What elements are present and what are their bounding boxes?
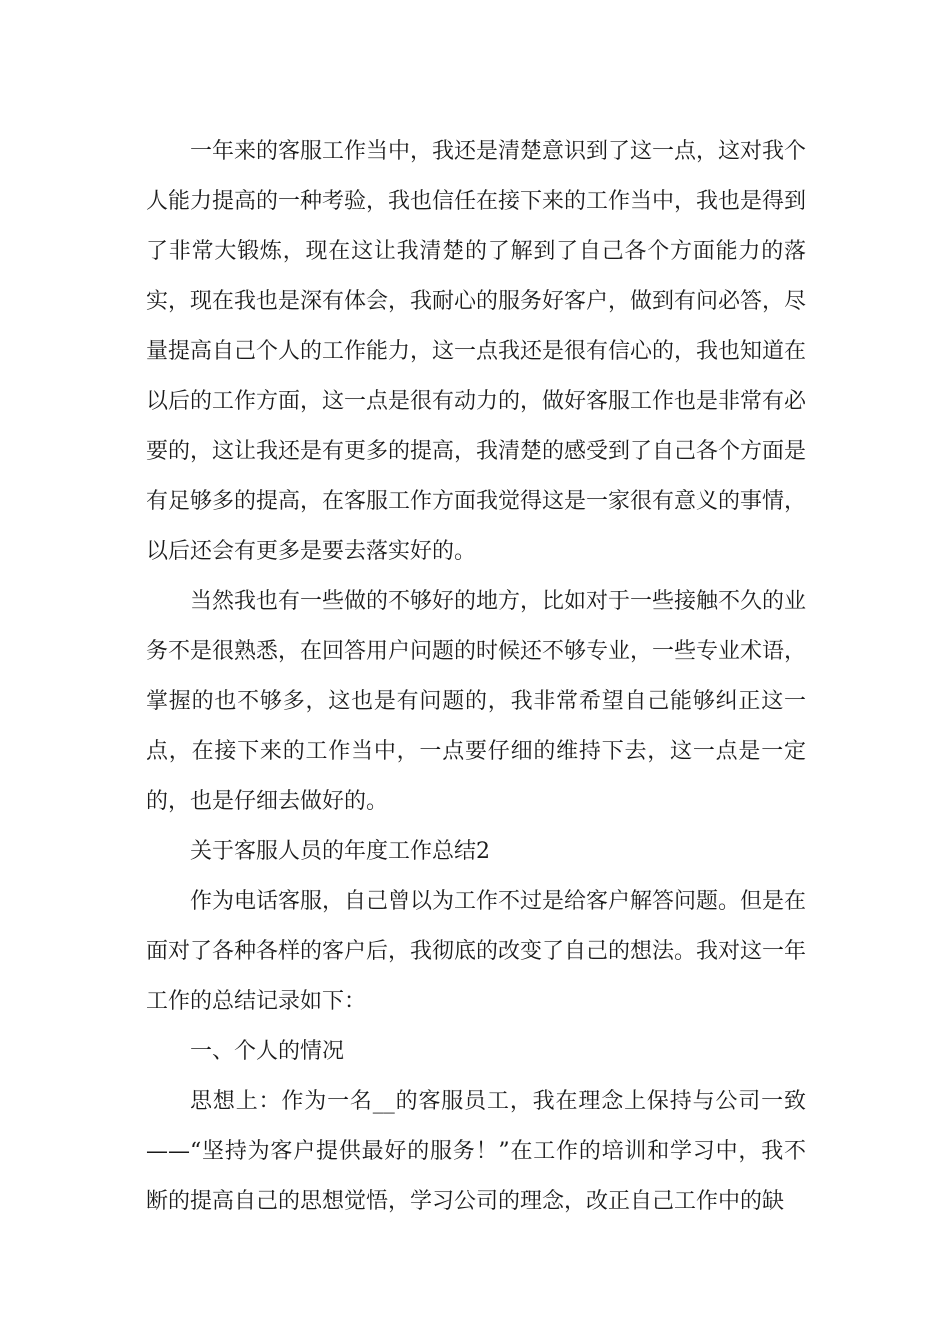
document-body (146, 127, 806, 1227)
subsection-heading: 一、个人的情况 (190, 1039, 345, 1064)
section-heading: 关于客服人员的年度工作总结2 (190, 839, 490, 864)
paragraph-4: 思想上：作为一名__的客服员工，我在理念上保持与公司一致——“坚持为客户提供最好的服务！”在工作的培训和学习中，我不断的提高自己的思想觉悟，学习公司的理念，改正自己工作中的缺 (146, 1089, 806, 1214)
paragraph-3: 作为电话客服，自己曾以为工作不过是给客户解答问题。但是在面对了各种各样的客户后，我彻底的改变了自己的想法。我对这一年工作的总结记录如下： (146, 889, 807, 1014)
paragraph-1: 一年来的客服工作当中，我还是清楚意识到了这一点，这对我个人能力提高的一种考验，我也信任在接下来的工作当中，我也是得到了非常大锻炼，现在这让我清楚的了解到了自己各个方面能力的落实，现在我也是深有体会，我耐心的服务好客户，做到有问必答，尽量提高自己个人的工作能力，这一点我还是很有信心的，我也知道在以后的工作方面，这一点是很有动力的，做好客服工作也是非常有必要的，这让我还是有更多的提高，我清楚的感受到了自己各个方面是有足够多的提高，在客服工作方面我觉得这是一家很有意义的事情，以后还会有更多是要去落实好的。 (146, 139, 807, 564)
paragraph-2: 当然我也有一些做的不够好的地方，比如对于一些接触不久的业务不是很熟悉，在回答用户问题的时候还不够专业，一些专业术语，掌握的也不够多，这也是有问题的，我非常希望自己能够纠正这一点，在接下来的工作当中，一点要仔细的维持下去，这一点是一定的，也是仔细去做好的。 (146, 589, 807, 814)
